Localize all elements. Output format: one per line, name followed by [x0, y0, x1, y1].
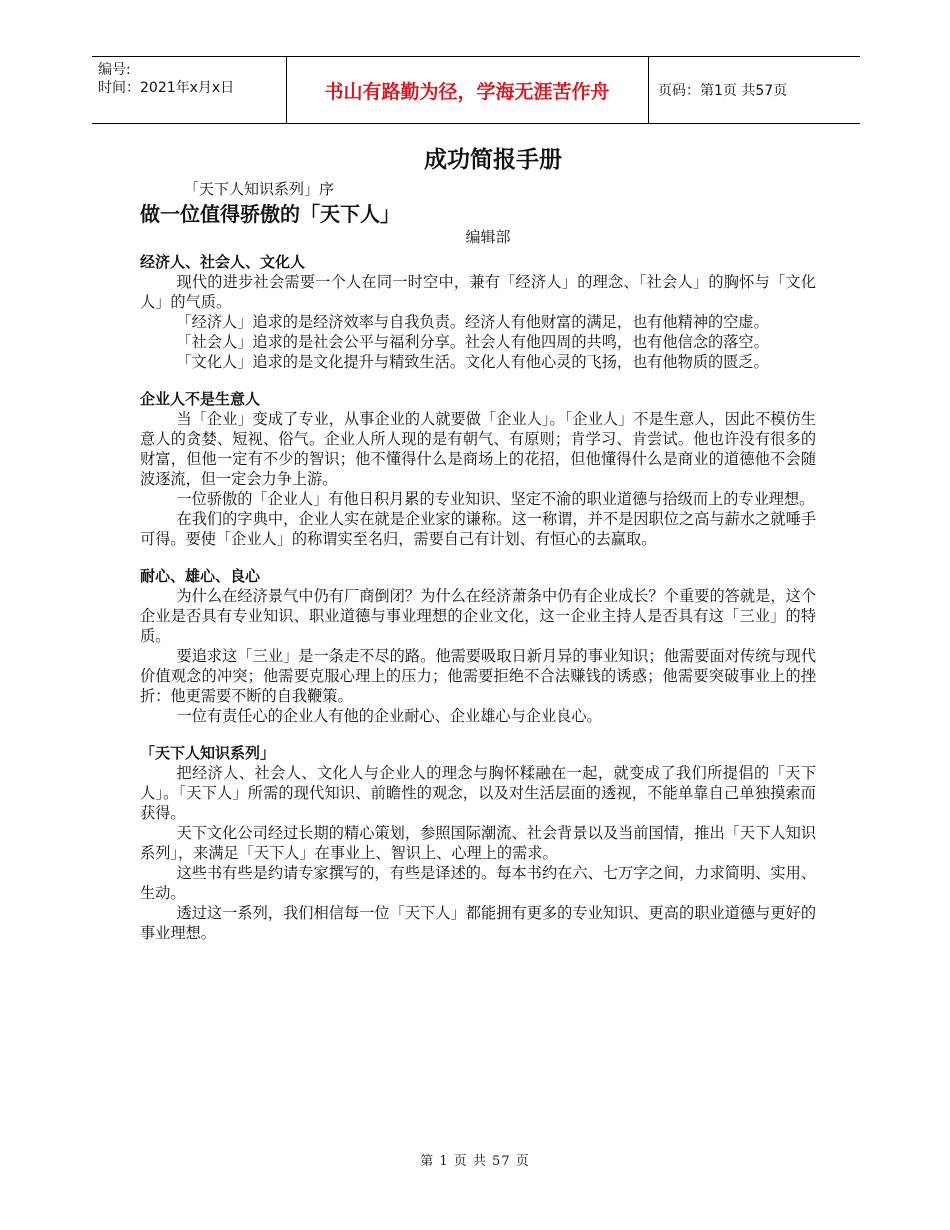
paragraph: 要追求这「三业」是一条走不尽的路。他需要吸取日新月异的事业知识；他需要面对传统与现代价值观念的冲突；他需要克服心理上的压力；他需要拒绝不合法赚钱的诱惑；他需要突破事业上的挫折：他更需要不断的自我鞭策。 [140, 647, 816, 705]
section [140, 744, 816, 943]
paragraph: 这些书有些是约请专家撰写的，有些是译述的。每本书约在六、七万字之间，力求简明、实用、生动。 [140, 864, 816, 902]
paragraph: 透过这一系列，我们相信每一位「天下人」都能拥有更多的专业知识、更高的职业道德与更好的事业理想。 [140, 904, 816, 942]
paragraph: 天下文化公司经过长期的精心策划，参照国际潮流、社会背景以及当前国情，推出「天下人知识系列」，来满足「天下人」在事业上、智识上、心理上的需求。 [140, 824, 816, 862]
paragraph: 在我们的字典中，企业人实在就是企业家的谦称。这一称谓，并不是因职位之高与薪水之就唾手可得。要使「企业人」的称谓实至名归，需要自己有计划、有恒心的去赢取。 [140, 510, 816, 548]
editor-line: 编辑部 [465, 228, 511, 246]
paragraph: 一位有责任心的企业人有他的企业耐心、企业雄心与企业良心。 [176, 707, 602, 725]
header-motto: 书山有路勤为径，学海无涯苦作舟 [324, 80, 610, 103]
section-heading: 经济人、社会人、文化人 [140, 253, 306, 271]
paragraph: 现代的进步社会需要一个人在同一时空中，兼有「经济人」的理念、「社会人」的胸怀与「文化人」的气质。 [140, 273, 816, 311]
section-heading: 「天下人知识系列」 [140, 744, 276, 762]
section [140, 390, 816, 549]
section [140, 567, 816, 726]
document-body [140, 140, 816, 961]
header-table [92, 56, 860, 124]
series-line: 「天下人知识系列」序 [184, 180, 335, 198]
document-title: 成功简报手册 [424, 147, 562, 173]
header-page-info: 页码：第1页 共57页 [658, 83, 788, 99]
paragraph: 一位骄傲的「企业人」有他日积月累的专业知识、坚定不渝的职业道德与拾级而上的专业理想。 [176, 490, 815, 508]
paragraph: 「经济人」追求的是经济效率与自我负责。经济人有他财富的满足，也有他精神的空虚。 [176, 313, 769, 331]
number-label: 编号: [98, 62, 131, 78]
section-heading: 企业人不是生意人 [140, 390, 261, 408]
time-label: 时间：2021年x月x日 [98, 80, 235, 96]
page-footer: 第 1 页 共 57 页 [420, 1154, 530, 1169]
document-subtitle: 做一位值得骄傲的「天下人」 [140, 202, 400, 226]
paragraph: 为什么在经济景气中仍有厂商倒闭？为什么在经济萧条中仍有企业成长？个重要的答就是，这个企业是否具有专业知识、职业道德与事业理想的企业文化，这一企业主持人是否具有这「三业」的特质。 [140, 587, 816, 645]
section [140, 253, 816, 372]
paragraph: 「文化人」追求的是文化提升与精致生活。文化人有他心灵的飞扬，也有他物质的匮乏。 [176, 353, 769, 371]
paragraph: 「社会人」追求的是社会公平与福利分享。社会人有他四周的共鸣，也有他信念的落空。 [176, 333, 769, 351]
paragraph: 当「企业」变成了专业，从事企业的人就要做「企业人」。「企业人」不是生意人，因此不模仿生意人的贪婪、短视、俗气。企业人所人现的是有朝气、有原则；肯学习、肯尝试。他也许没有很多的财富，但他一定有不少的智识；他不懂得什么是商场上的花招，但他懂得什么是商业的道德他不会随波逐流，但一定会力争上游。 [140, 410, 816, 488]
section-heading: 耐心、雄心、良心 [140, 567, 261, 585]
paragraph: 把经济人、社会人、文化人与企业人的理念与胸怀糅融在一起，就变成了我们所提倡的「天下人」。「天下人」所需的现代知识、前瞻性的观念，以及对生活层面的透视，不能单靠自己单独摸索而获得。 [140, 764, 816, 822]
header-meta [98, 61, 234, 97]
